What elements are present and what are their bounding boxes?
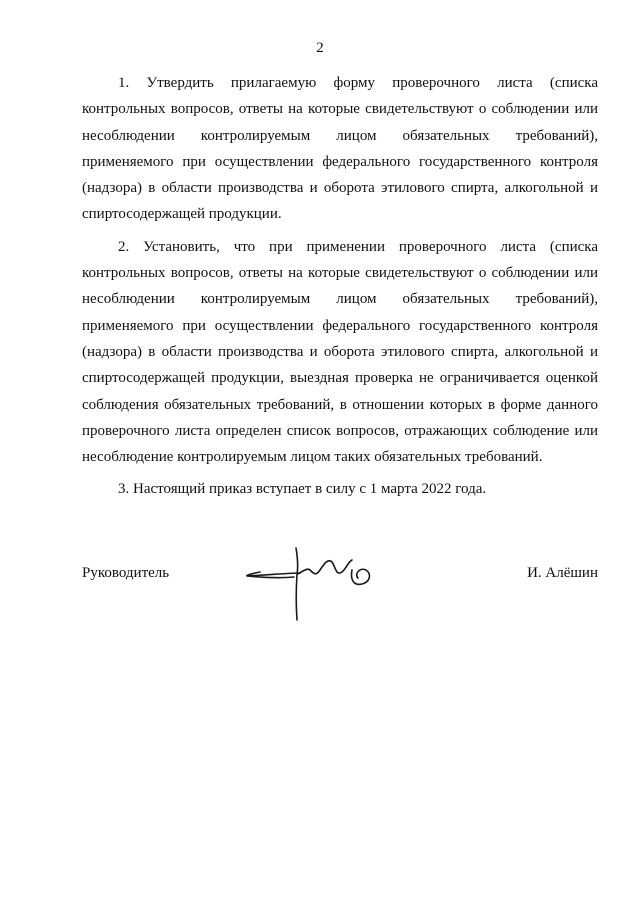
handwritten-signature	[238, 540, 388, 630]
document-body	[82, 70, 598, 509]
paragraph-3: 3. Настоящий приказ вступает в силу с 1 марта 2022 года.	[118, 481, 487, 498]
page-number: 2	[316, 40, 324, 56]
paragraph-1: 1. Утвердить прилагаемую форму проверочного листа (списка контрольных вопросов, ответы на которые свидетельствуют о соблюдении или несоблюдении контролируемым лицом обязательных требований), применяемого при осуществлении федерального государственного контроля (надзора) в области производства и оборота этилового спирта, алкогольной и спиртосодержащей продукции.	[82, 75, 598, 223]
paragraph-2: 2. Установить, что при применении проверочного листа (списка контрольных вопросов, ответы на которые свидетельствуют о соблюдении или несоблюдении контролируемым лицом обязательных требований), применяемого при осуществлении федерального государственного контроля (надзора) в области производства и оборота этилового спирта, алкогольной и спиртосодержащей продукции, выездная проверка не ограничивается оценкой соблюдения обязательных требований, в отношении которых в форме данного проверочного листа определен список вопросов, отражающих соблюдение или несоблюдение контролируемым лицом таких обязательных требований.	[82, 238, 598, 466]
signer-name: И. Алёшин	[527, 565, 598, 581]
signer-title: Руководитель	[82, 565, 170, 581]
